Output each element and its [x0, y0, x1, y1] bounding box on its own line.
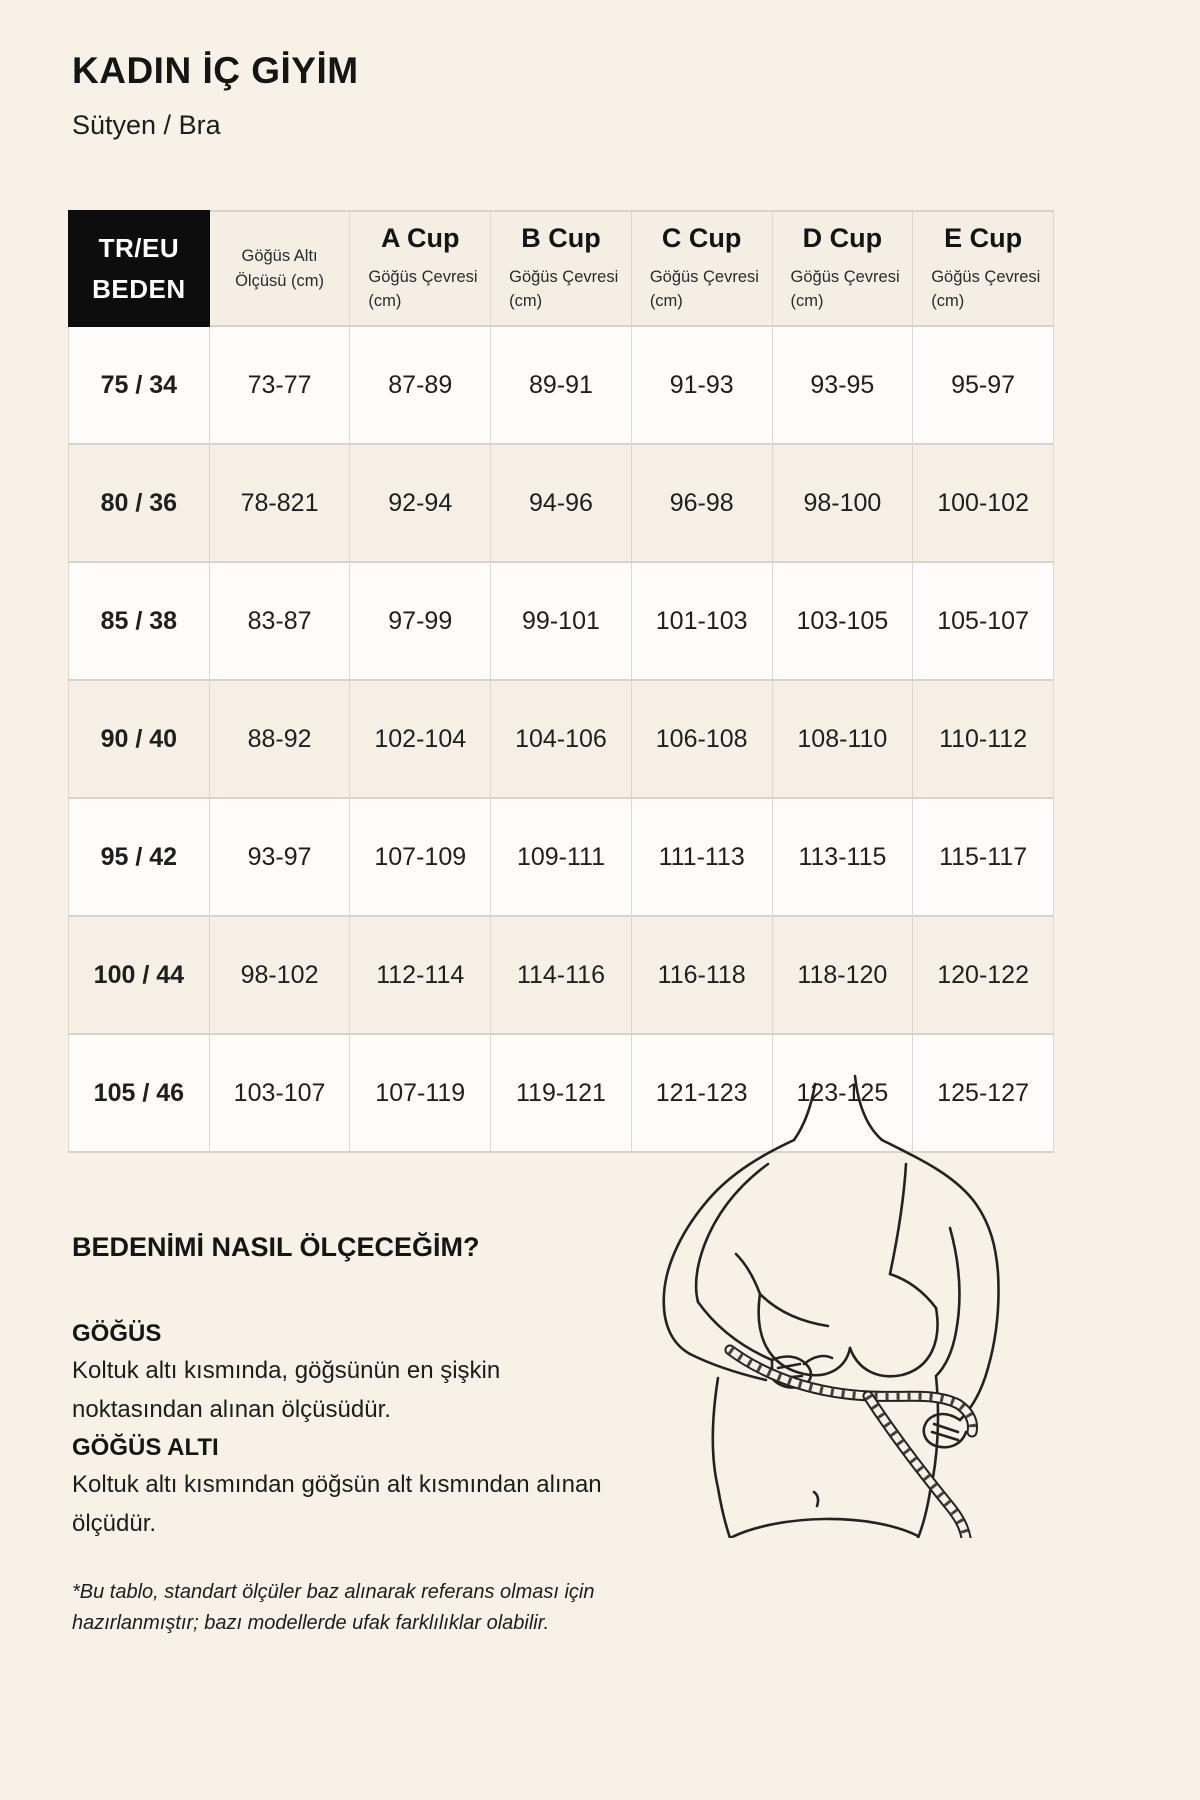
guide-section-title: GÖĞÜS [72, 1320, 162, 1347]
size-cell: 100 / 44 [69, 916, 210, 1034]
size-cell: 105 / 46 [69, 1034, 210, 1152]
cup-cell: 103-105 [772, 562, 913, 680]
header-row [69, 211, 1054, 326]
underbust-cell: 98-102 [209, 916, 350, 1034]
cup-cell: 119-121 [491, 1034, 632, 1152]
cup-cell: 92-94 [350, 444, 491, 562]
cup-header-e: E Cup Göğüs Çevresi (cm) [913, 211, 1054, 326]
guide-heading: BEDENİMİ NASIL ÖLÇECEĞİM? [72, 1232, 480, 1262]
cup-cell: 106-108 [631, 680, 772, 798]
table-row [69, 562, 1054, 680]
guide-section-text: Koltuk altı kısmından göğsün alt kısmından alınan ölçüdür. [72, 1471, 602, 1537]
size-cell: 85 / 38 [69, 562, 210, 680]
cup-cell: 115-117 [913, 798, 1054, 916]
cup-header-a: A Cup Göğüs Çevresi (cm) [350, 211, 491, 326]
size-cell: 75 / 34 [69, 326, 210, 444]
size-cell: 95 / 42 [69, 798, 210, 916]
size-table-body [69, 326, 1054, 1152]
guide-section-underbust [72, 1429, 637, 1543]
underbust-cell: 73-77 [209, 326, 350, 444]
cup-cell: 108-110 [772, 680, 913, 798]
cup-cell: 110-112 [913, 680, 1054, 798]
cup-cell: 111-113 [631, 798, 772, 916]
table-row [69, 326, 1054, 444]
table-row [69, 680, 1054, 798]
guide-section-bust [72, 1315, 637, 1429]
size-label-line2: BEDEN [92, 273, 186, 304]
guide-footnote: *Bu tablo, standart ölçüler baz alınarak referans olması için hazırlanmıştır; bazı modellerde ufak farklılıklar olabilir. [72, 1580, 595, 1634]
measuring-figure-drawing [618, 1068, 1018, 1538]
cup-header-c: C Cup Göğüs Çevresi (cm) [631, 211, 772, 326]
cup-cell: 93-95 [772, 326, 913, 444]
cup-cell: 98-100 [772, 444, 913, 562]
size-label-header [69, 211, 210, 326]
guide-section-title: GÖĞÜS ALTI [72, 1433, 219, 1461]
cup-cell: 112-114 [350, 916, 491, 1034]
cup-cell: 95-97 [913, 326, 1054, 444]
bra-size-table [68, 210, 1054, 1153]
cup-cell: 107-109 [350, 798, 491, 916]
page-subtitle: Sütyen / Bra [72, 110, 221, 140]
size-cell: 90 / 40 [69, 680, 210, 798]
bust-measuring-figure-illustration [618, 1068, 1018, 1538]
cup-cell: 121-123 [631, 1034, 772, 1152]
cup-cell: 104-106 [491, 680, 632, 798]
underbust-cell: 78-821 [209, 444, 350, 562]
guide-section-text: Koltuk altı kısmında, göğsünün en şişkin noktasından alınan ölçüsüdür. [72, 1357, 501, 1423]
measuring-guide [72, 1232, 637, 1639]
cup-cell: 91-93 [631, 326, 772, 444]
cup-header-d: D Cup Göğüs Çevresi (cm) [772, 211, 913, 326]
cup-cell: 107-119 [350, 1034, 491, 1152]
table-row [69, 444, 1054, 562]
underbust-cell: 88-92 [209, 680, 350, 798]
size-label-line1: TR/EU [98, 233, 180, 264]
cup-cell: 118-120 [772, 916, 913, 1034]
underbust-cell: 93-97 [209, 798, 350, 916]
size-cell: 80 / 36 [69, 444, 210, 562]
table-row [69, 916, 1054, 1034]
underbust-header: Göğüs Altı Ölçüsü (cm) [209, 211, 350, 326]
cup-cell: 113-115 [772, 798, 913, 916]
table-row [69, 798, 1054, 916]
size-table-header [69, 211, 1054, 326]
cup-cell: 116-118 [631, 916, 772, 1034]
cup-cell: 109-111 [491, 798, 632, 916]
cup-cell: 120-122 [913, 916, 1054, 1034]
cup-cell: 87-89 [350, 326, 491, 444]
cup-cell: 99-101 [491, 562, 632, 680]
cup-cell: 97-99 [350, 562, 491, 680]
cup-cell: 89-91 [491, 326, 632, 444]
underbust-cell: 103-107 [209, 1034, 350, 1152]
cup-cell: 100-102 [913, 444, 1054, 562]
cup-header-b: B Cup Göğüs Çevresi (cm) [491, 211, 632, 326]
cup-cell: 101-103 [631, 562, 772, 680]
cup-cell: 94-96 [491, 444, 632, 562]
cup-cell: 123-125 [772, 1034, 913, 1152]
cup-cell: 105-107 [913, 562, 1054, 680]
cup-cell: 102-104 [350, 680, 491, 798]
page-title: KADIN İÇ GİYİM [72, 50, 359, 91]
cup-cell: 96-98 [631, 444, 772, 562]
cup-cell: 125-127 [913, 1034, 1054, 1152]
underbust-cell: 83-87 [209, 562, 350, 680]
cup-cell: 114-116 [491, 916, 632, 1034]
